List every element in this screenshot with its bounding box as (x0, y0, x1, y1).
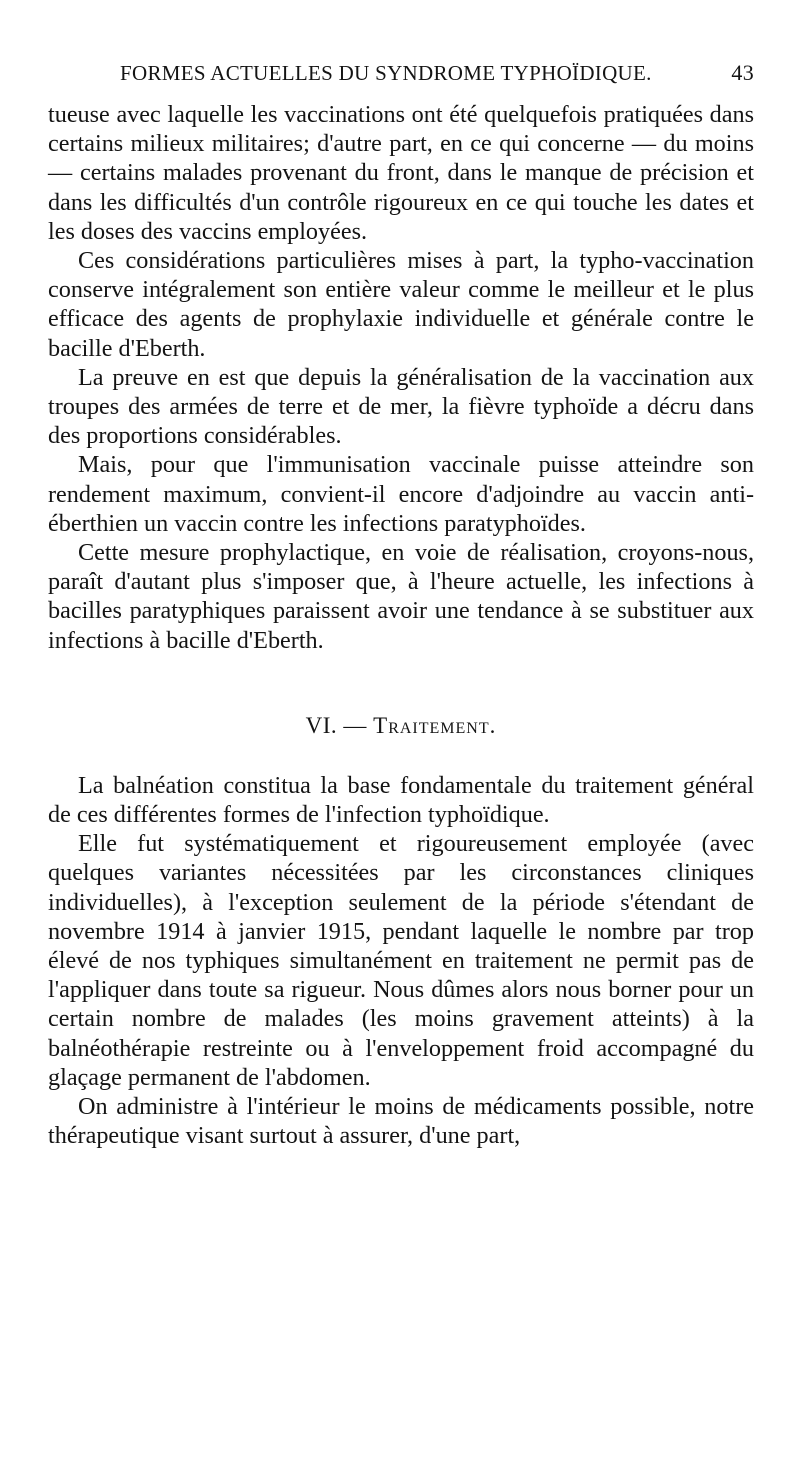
paragraph: Mais, pour que l'immunisation vaccinale puisse atteindre son rendement maximum, convient-il encore d'adjoindre au vaccin anti-éberthien un vaccin contre les infections paratyphoïdes. (48, 451, 754, 537)
paragraph: On administre à l'intérieur le moins de médicaments possible, notre thérapeutique visant surtout à assurer, d'une part, (48, 1093, 754, 1150)
body-text-bottom (48, 771, 754, 1151)
section-title: Traitement. (373, 712, 497, 738)
paragraph: tueuse avec laquelle les vaccinations ont été quelquefois pratiquées dans certains milieux militaires; d'autre part, en ce qui concerne — du moins — certains malades provenant du front, dans le manque de précision et dans les difficultés d'un contrôle rigoureux en ce qui touche les dates et les doses des vaccins employées. (48, 101, 754, 245)
page-number: 43 (731, 60, 754, 85)
paragraph: Elle fut systématiquement et rigoureusement employée (avec quelques variantes nécessitées par les circonstances cliniques individuelles), à l'exception seulement de la période s'étendant de novembre 1914 à janvier 1915, pendant laquelle le nombre par trop élevé de nos typhiques simultanément en traitement ne permit pas de l'appliquer dans toute sa rigueur. Nous dûmes alors nous borner pour un certain nombre de malades (les moins gravement atteints) à la balnéothérapie restreinte ou à l'enveloppement froid accompagné du glaçage permanent de l'abdomen. (48, 830, 754, 1091)
paragraph: Cette mesure prophylactique, en voie de réalisation, croyons-nous, paraît d'autant plus s'imposer que, à l'heure actuelle, les infections à bacilles paratyphiques paraissent avoir une tendance à se substituer aux infections à bacille d'Eberth. (48, 539, 754, 654)
running-header (48, 60, 754, 100)
body-text-top (48, 100, 754, 655)
section-number: VI. — (305, 712, 367, 738)
paragraph: La balnéation constitua la base fondamentale du traitement général de ces différentes formes de l'infection typhoïdique. (48, 771, 754, 829)
section-heading (48, 713, 754, 739)
running-title: FORMES ACTUELLES DU SYNDROME TYPHOÏDIQUE. (120, 61, 652, 85)
paragraph: Ces considérations particulières mises à part, la typho-vaccination conserve intégralement son entière valeur comme le meilleur et le plus efficace des agents de prophylaxie individuelle et générale contre le bacille d'Eberth. (48, 247, 754, 362)
paragraph: La preuve en est que depuis la généralisation de la vaccination aux troupes des armées de terre et de mer, la fièvre typhoïde a décru dans des proportions considérables. (48, 363, 754, 450)
book-page (48, 60, 754, 1151)
